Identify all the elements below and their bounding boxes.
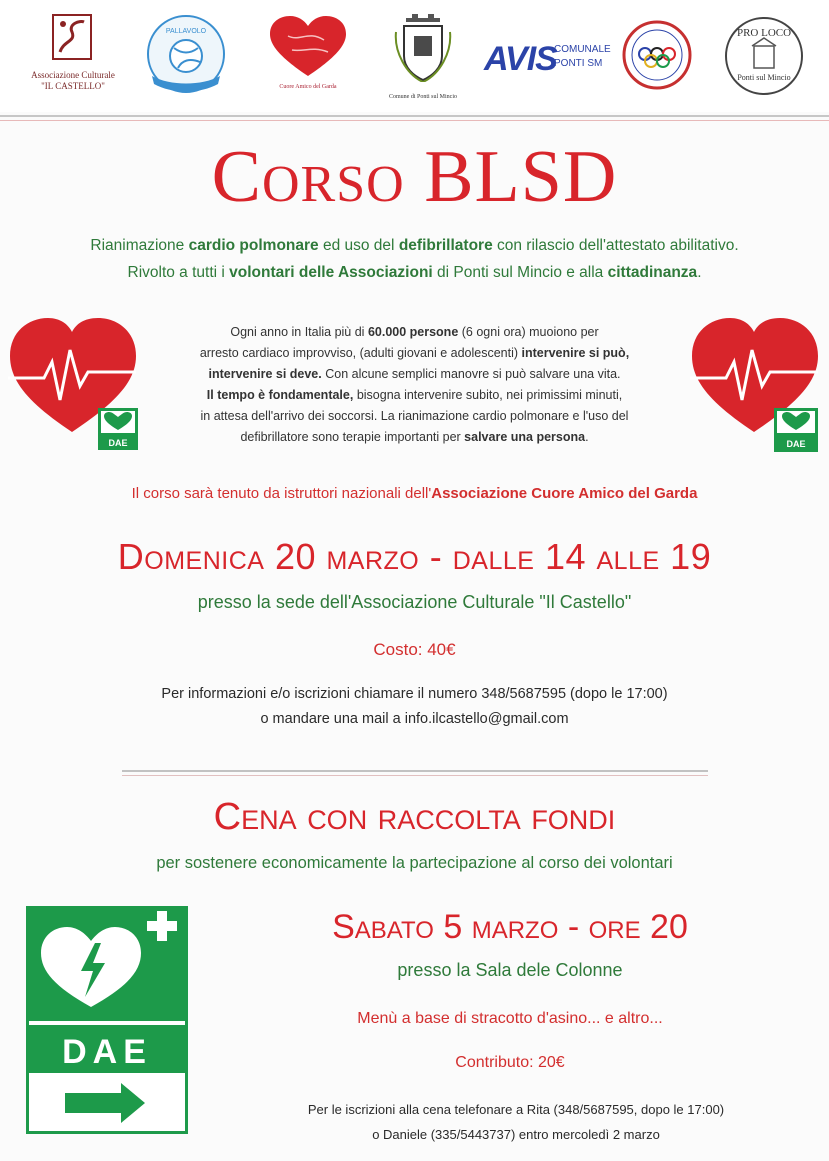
proloco-text-2: Ponti sul Mincio bbox=[737, 73, 791, 82]
description-line-5: in attesa dell'arrivo dei soccorsi. La rianimazione cardio polmonare e l'uso del bbox=[200, 409, 629, 423]
polisportiva-logo bbox=[622, 18, 692, 97]
dae-small-left-label: DAE bbox=[108, 438, 128, 448]
dinner-date: Sabato 5 marzo - ore 20 bbox=[332, 908, 688, 946]
cuore-amico-logo bbox=[268, 16, 348, 90]
comune-caption: Comune di Ponti sul Mincio bbox=[388, 94, 457, 100]
section-divider-accent bbox=[122, 775, 708, 776]
course-lead-2: Rivolto a tutti i volontari delle Associazioni di Ponti sul Mincio e alla cittadinanza. bbox=[127, 264, 702, 281]
avis-mark: AVIS bbox=[484, 40, 557, 78]
course-lead-1: Rianimazione cardio polmonare ed uso del defibrillatore con rilascio dell'attestato abilitativo. bbox=[90, 237, 739, 254]
comune-logo bbox=[388, 12, 457, 100]
pallavolo-label: PALLAVOLO bbox=[165, 28, 207, 35]
logo-strip bbox=[0, 0, 829, 112]
avis-text-2: PONTI SM bbox=[554, 58, 603, 69]
instructors-line: Il corso sarà tenuto da istruttori nazionali dell'Associazione Cuore Amico del Garda bbox=[131, 485, 698, 502]
description-line-4: Il tempo è fondamentale, bisogna intervenire subito, nei primissimi minuti, bbox=[206, 388, 623, 402]
dinner-title: Cena con raccolta fondi bbox=[213, 796, 616, 838]
dae-sign bbox=[26, 906, 188, 1134]
course-cost: Costo: 40€ bbox=[373, 640, 456, 659]
cuore-caption: Cuore Amico del Garda bbox=[279, 84, 337, 90]
dae-small-right-label: DAE bbox=[786, 439, 806, 449]
header-divider bbox=[0, 115, 829, 117]
description-line-2: arresto cardiaco improvviso, (adulti giovani e adolescenti) intervenire si può, bbox=[199, 346, 630, 360]
dinner-registration-2: o Daniele (335/5443737) entro mercoledì 2 marzo bbox=[372, 1127, 660, 1142]
proloco-text-1: PRO LOCO bbox=[736, 27, 792, 39]
castello-caption: Associazione Culturale "IL CASTELLO" bbox=[31, 70, 115, 91]
dinner-menu: Menù a base di stracotto d'asino... e altro... bbox=[357, 1010, 663, 1027]
proloco-logo bbox=[724, 16, 804, 101]
dae-sign-label: DAE bbox=[62, 1033, 152, 1071]
description-line-1: Ogni anno in Italia più di 60.000 persone (6 ogni ora) muoiono per bbox=[230, 325, 599, 339]
header-divider-accent bbox=[0, 120, 829, 121]
course-info-2: o mandare una mail a info.ilcastello@gmail.com bbox=[260, 711, 569, 727]
coat-of-arms-icon bbox=[392, 12, 454, 82]
defibrillator-sign-icon bbox=[29, 909, 185, 1131]
dinner-registration-1: Per le iscrizioni alla cena telefonare a Rita (348/5687595, dopo le 17:00) bbox=[307, 1102, 725, 1117]
course-description bbox=[0, 322, 829, 448]
dinner-contribution: Contributo: 20€ bbox=[455, 1054, 565, 1071]
course-title: Corso BLSD bbox=[211, 136, 618, 218]
course-venue: presso la sede dell'Associazione Culturale "Il Castello" bbox=[197, 592, 632, 612]
section-divider bbox=[122, 770, 708, 772]
heart-logo-icon bbox=[268, 16, 348, 78]
pallavolo-logo bbox=[146, 14, 226, 99]
dinner-subtitle: per sostenere economicamente la partecipazione al corso dei volontari bbox=[156, 854, 673, 872]
course-info-1: Per informazioni e/o iscrizioni chiamare il numero 348/5687595 (dopo le 17:00) bbox=[161, 686, 668, 702]
description-line-3: intervenire si deve. Con alcune semplici manovre si può salvare una vita. bbox=[208, 367, 621, 381]
avis-text-1: COMUNALE bbox=[554, 44, 611, 55]
course-date: Domenica 20 marzo - dalle 14 alle 19 bbox=[117, 536, 712, 577]
olympic-rings-icon bbox=[622, 18, 692, 92]
castello-emblem-icon bbox=[50, 12, 94, 62]
castello-logo bbox=[18, 12, 128, 91]
dinner-venue: presso la Sala dele Colonne bbox=[397, 960, 623, 980]
description-line-6: defibrillatore sono terapie importanti per salvare una persona. bbox=[240, 430, 589, 444]
